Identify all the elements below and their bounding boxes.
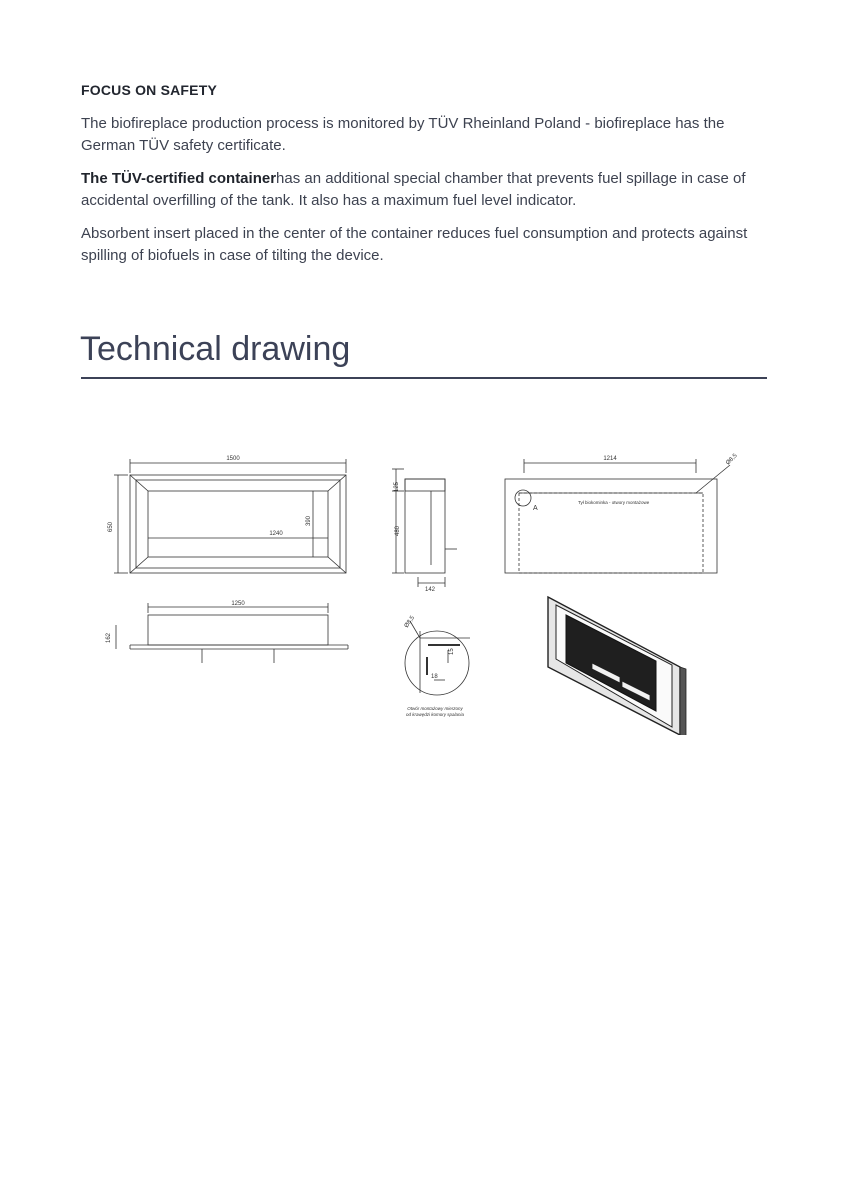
- back-view: [505, 459, 730, 573]
- detail-caption-line1: Otwór montażowy mierzony: [407, 706, 463, 711]
- detail-a: [405, 621, 470, 695]
- dim-side-depth: 142: [424, 587, 436, 593]
- perspective-view: [548, 597, 686, 735]
- dim-detail-v: 15: [449, 648, 455, 655]
- dim-detail-diameter: Ø8,5: [403, 615, 417, 630]
- dim-inner-height: 390: [306, 515, 312, 527]
- technical-drawing: [100, 445, 780, 735]
- side-view: [392, 469, 457, 587]
- technical-drawing-title: Technical drawing: [80, 330, 351, 368]
- dim-back-width: 1214: [603, 456, 617, 462]
- paragraph-container: [81, 168, 771, 212]
- dim-front-height: 650: [108, 521, 114, 533]
- detail-caption-line2: od krawędzi komory spalania: [405, 712, 465, 717]
- paragraph-certification: The biofireplace production process is monitored by TÜV Rheinland Poland - biofireplace has the German TÜV safety certificate.: [81, 115, 725, 154]
- paragraph-container-text: has an additional special chamber that prevents fuel spillage in case of accidental overfilling of the tank. It also has a maximum fuel level indicator.: [81, 170, 746, 209]
- dim-detail-h: 18: [431, 674, 438, 680]
- dim-side-top: 125: [394, 481, 400, 493]
- dim-top-depth: 162: [106, 632, 112, 644]
- detail-marker: A: [533, 505, 538, 512]
- title-underline: [81, 377, 767, 379]
- dim-top-width: 1250: [231, 601, 245, 607]
- dim-inner-width: 1240: [269, 531, 283, 537]
- section-heading-safety: FOCUS ON SAFETY: [81, 82, 218, 98]
- top-view: [116, 603, 348, 663]
- paragraph-container-bold: The TÜV-certified container: [81, 170, 277, 187]
- dim-front-width: 1500: [226, 456, 240, 462]
- paragraph-absorbent-insert: Absorbent insert placed in the center of the container reduces fuel consumption and protects against spilling of biofuels in case of tilting the device.: [81, 225, 748, 264]
- dim-side-height: 480: [395, 525, 401, 537]
- dim-hole-diameter: Ø8,5: [725, 452, 739, 467]
- back-caption: Tył biokominka - otwory montażowe: [578, 500, 650, 505]
